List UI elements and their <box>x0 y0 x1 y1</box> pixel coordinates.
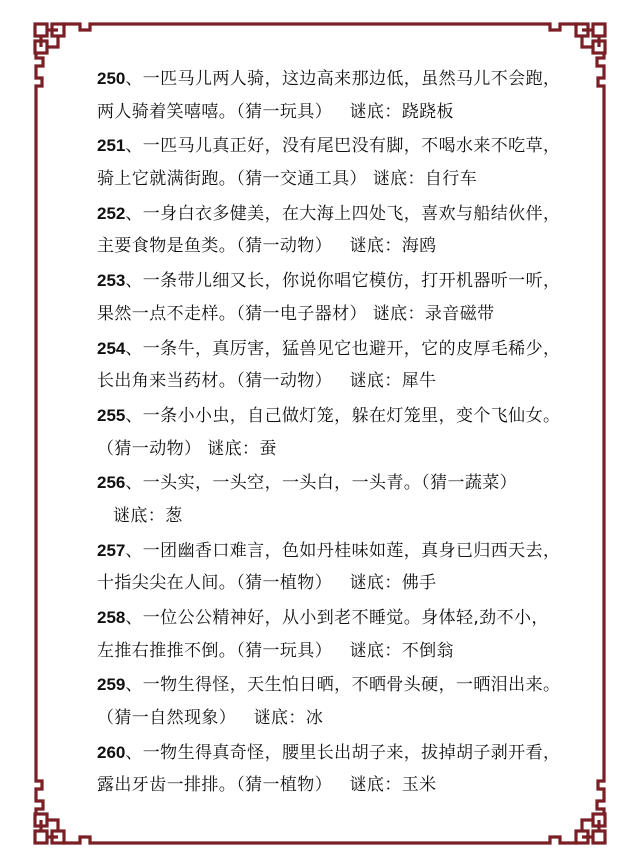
riddle-text: 、一团幽香口难言，色如丹桂味如莲，真身已归西天去， <box>125 540 561 561</box>
answer-label: 谜底： <box>207 438 260 459</box>
riddle-number: 259 <box>97 675 126 695</box>
riddle-answer: 不倒翁 <box>401 640 454 661</box>
riddle-text: 、一身白衣多健美，在大海上四处飞，喜欢与船结伙伴， <box>125 203 561 224</box>
riddle-line <box>97 62 561 96</box>
answer-label: 谜底： <box>372 303 425 324</box>
riddle-line <box>97 534 561 568</box>
riddle-answer: 跷跷板 <box>401 101 454 122</box>
riddle-line <box>97 601 557 635</box>
riddle-number: 258 <box>97 608 126 627</box>
corner-ornament-bottom-left <box>35 772 100 843</box>
riddle-line <box>97 129 561 163</box>
riddle-answer-line <box>97 567 557 601</box>
riddle-text: 、一物生得怪，天生怕日晒，不晒骨头硬，一晒泪出来。 <box>125 675 561 696</box>
riddle-answer-line <box>97 769 557 803</box>
riddle-line <box>97 264 561 298</box>
riddle-answer-line <box>97 96 557 130</box>
riddle-text: 、一条小小虫，自己做灯笼，躲在灯笼里，变个飞仙女。 <box>125 405 561 426</box>
riddle-answer: 犀牛 <box>401 371 437 392</box>
riddle-number: 260 <box>97 742 126 762</box>
answer-label: 谜底： <box>113 505 166 526</box>
answer-label: 谜底： <box>349 573 402 594</box>
riddle-line <box>97 668 561 702</box>
riddle-answer-line <box>97 163 557 197</box>
answer-label: 谜底： <box>253 708 306 729</box>
answer-label: 谜底： <box>349 236 402 257</box>
riddle-answer-line <box>97 298 557 332</box>
riddle-clue: （猜一动物） <box>97 438 208 459</box>
riddle-line <box>97 197 561 231</box>
riddle-answer: 海鸥 <box>401 236 437 257</box>
answer-label: 谜底： <box>349 101 402 122</box>
riddle-answer-line <box>97 230 557 264</box>
riddle-number: 257 <box>97 540 126 560</box>
riddle-answer-line <box>97 635 557 669</box>
riddle-answer-line <box>97 702 557 736</box>
riddle-answer: 玉米 <box>401 775 437 796</box>
riddle-answer: 自行车 <box>424 169 478 190</box>
answer-label: 谜底： <box>349 775 402 796</box>
riddle-number: 254 <box>97 338 126 358</box>
riddle-clue: 果然一点不走样。（猜一电子器材） <box>97 303 373 324</box>
riddle-answer: 冰 <box>305 708 324 729</box>
riddle-number: 256 <box>97 473 126 493</box>
riddle-number: 252 <box>97 203 126 223</box>
riddle-answer-line <box>97 365 557 399</box>
answer-label: 谜底： <box>372 169 425 190</box>
riddle-number: 251 <box>97 136 126 156</box>
riddle-text: 、一匹马儿两人骑，这边高来那边低，虽然马儿不会跑， <box>125 69 561 89</box>
riddle-number: 253 <box>97 271 126 291</box>
riddle-clue: 露出牙齿一排排。（猜一植物） <box>97 775 350 796</box>
riddle-answer-line <box>97 433 557 467</box>
riddle-clue: 主要食物是鱼类。（猜一动物） <box>97 236 350 257</box>
answer-label: 谜底： <box>349 640 402 661</box>
riddle-clue: 十指尖尖在人间。（猜一植物） <box>97 573 350 594</box>
riddle-number: 250 <box>97 69 126 88</box>
riddle-answer: 葱 <box>165 505 183 526</box>
riddle-clue: 左推右推推不倒。（猜一玩具） <box>97 640 350 661</box>
riddle-answer-line <box>97 500 557 534</box>
riddle-answer: 录音磁带 <box>424 303 495 324</box>
riddle-clue: 两人骑着笑嘻嘻。（猜一玩具） <box>97 101 350 122</box>
riddle-line <box>97 466 557 500</box>
riddle-line <box>97 332 561 366</box>
riddle-answer: 佛手 <box>401 573 437 594</box>
riddle-number: 255 <box>97 405 126 425</box>
riddle-text: 、一物生得真奇怪，腰里长出胡子来，拔掉胡子剥开看， <box>125 742 561 763</box>
riddle-text: 、一匹马儿真正好，没有尾巴没有脚，不喝水来不吃草， <box>125 136 561 157</box>
riddle-text: 、一条牛，真厉害，猛兽见它也避开，它的皮厚毛稀少， <box>125 338 561 359</box>
riddle-list <box>97 62 561 803</box>
riddle-clue: （猜一自然现象） <box>97 708 254 729</box>
riddle-text: 、一位公公精神好，从小到老不睡觉。身体轻,劲不小， <box>125 608 549 628</box>
riddle-line <box>97 736 561 770</box>
riddle-text: 、一条带儿细又长，你说你唱它模仿，打开机器听一听， <box>125 271 561 292</box>
riddle-text: 、一头实，一头空，一头白，一头青。（猜一蔬菜） <box>125 473 518 494</box>
riddle-clue: 骑上它就满街跑。（猜一交通工具） <box>97 169 373 190</box>
riddle-line <box>97 399 561 433</box>
corner-ornament-top-left <box>35 24 100 95</box>
answer-label: 谜底： <box>349 371 402 392</box>
riddle-answer: 蚕 <box>259 438 277 459</box>
riddle-clue: 长出角来当药材。（猜一动物） <box>97 371 350 392</box>
